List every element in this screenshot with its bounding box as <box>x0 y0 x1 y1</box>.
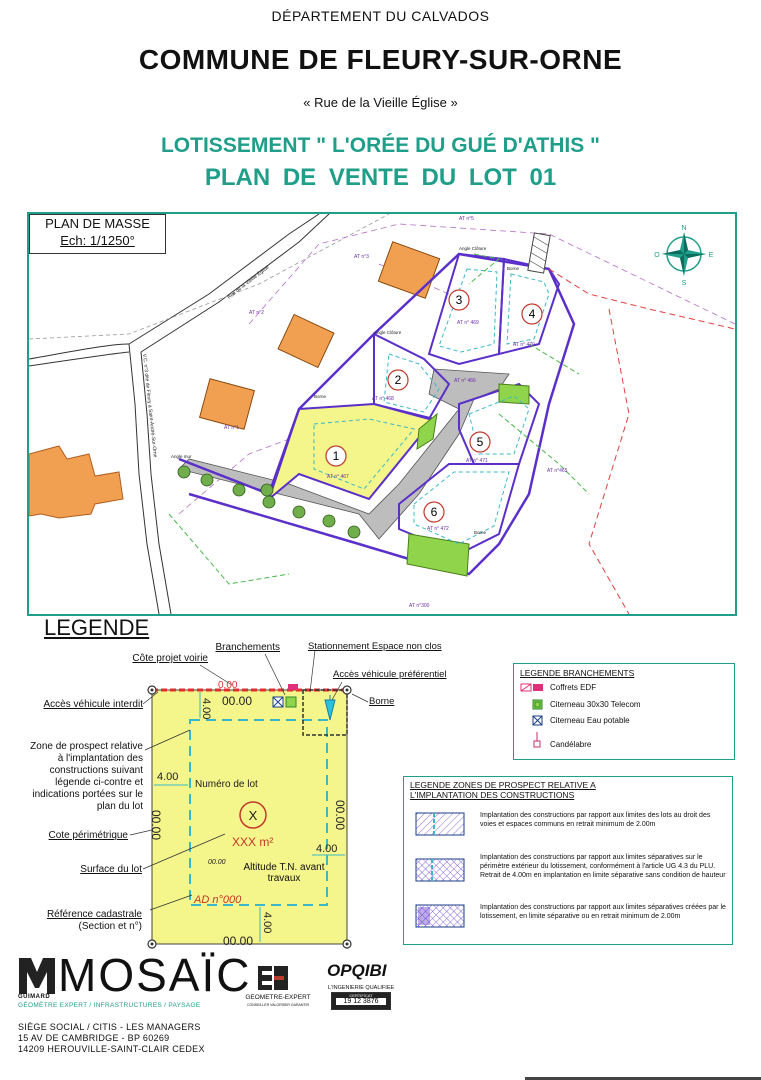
brand-tagline: GÉOMÈTRE EXPERT / INFRASTRUCTURES / PAYSAGE <box>18 1002 201 1009</box>
borne-label: Borne <box>369 696 395 707</box>
mosaic-logo-icon <box>17 954 57 996</box>
zone-item: Implantation des constructions par rapport aux limites séparatives créées par le lotissement, en limite séparative ou en retrait minimum de 2.00m <box>480 904 726 920</box>
parcel-label: AT n°5 <box>459 216 474 222</box>
street-name: « Rue de la Vieille Église » <box>303 95 458 110</box>
geometre-expert-logo-icon <box>258 966 288 990</box>
lot-ref: AT n° 469 <box>457 320 479 326</box>
dim-setback: 4.00 <box>316 843 338 855</box>
cote-perimetrique-label: Cote périmétrique <box>48 830 128 841</box>
compass-e: E <box>708 252 714 259</box>
numero-lot-label: Numéro de lot <box>195 779 258 790</box>
altitude-value: 00.00 <box>208 859 226 866</box>
brand-sub: GUIMARD <box>18 994 51 1000</box>
corner-label: Angle Clôture <box>374 330 402 335</box>
lot-ref: AT n° 467 <box>327 474 349 480</box>
zones-title: LEGENDE ZONES DE PROSPECT RELATIVE A L'IMPLANTATION DES CONSTRUCTIONS <box>410 780 596 800</box>
opqibi-num: 19 12 3876 <box>336 998 386 1005</box>
dim-left: 00.00 <box>149 810 163 841</box>
parcel-label: AT n°3 <box>354 254 369 260</box>
lot-number: 3 <box>455 293 463 307</box>
red-value: 0.00 <box>218 680 238 691</box>
site-plan-drawing <box>29 214 735 614</box>
branchements-symbols <box>514 664 734 759</box>
plan-title: PLAN DE VENTE DU LOT 01 <box>204 164 557 191</box>
cote-projet-label: Côte projet voirie <box>132 653 208 664</box>
branch-item: Candélabre <box>550 740 592 749</box>
corner-label: Angle mur <box>171 454 192 459</box>
plan-scale: Ech: 1/1250° <box>60 233 135 248</box>
zone-item: Implantation des constructions par rapport aux limites séparatives sur le périmètre extérieur du lotissement, conformément à l'article UG 4.3 du PLU. Retrait de 4.00m en implantation en limite séparative sans condition de hauteur <box>480 854 726 879</box>
branchements-legend <box>513 663 735 760</box>
department-title: DÉPARTEMENT DU CALVADOS <box>271 8 490 24</box>
parcel-label: AT n° 466 <box>454 378 476 384</box>
corner-label: Angle Clôture <box>459 246 487 251</box>
branchements-title: LEGENDE BRANCHEMENTS <box>520 668 635 678</box>
corner-label: Borne <box>507 266 520 271</box>
acces-pref-label: Accès véhicule préférentiel <box>333 669 447 680</box>
compass-o: O <box>654 252 660 259</box>
plan-de-masse <box>27 212 737 616</box>
legend-title: LEGENDE <box>44 615 150 640</box>
lotissement-title: LOTISSEMENT " L'ORÉE DU GUÉ D'ATHIS " <box>160 134 601 157</box>
lot-number: 5 <box>476 435 484 449</box>
lot-ref: AT n° 471 <box>466 458 488 464</box>
opqibi-logo: OPQIBI <box>327 961 387 980</box>
opqibi-sub: L'INGENIERIE QUALIFIEE <box>328 985 395 991</box>
address-line: 15 AV DE CAMBRIDGE - BP 60269 <box>18 1033 170 1043</box>
parcel-label: AT n°465 <box>547 468 568 474</box>
altitude-label: Altitude T.N. avant travaux <box>243 862 325 884</box>
surface-lot-label: Surface du lot <box>80 864 142 875</box>
acces-interdit-label: Accès véhicule interdit <box>43 699 143 710</box>
brand-name: MOSAÏC <box>58 949 252 1001</box>
branch-item: Citerneau 30x30 Telecom <box>550 700 641 709</box>
ge-sub: CONSEILLER VALORISER GARANTIR <box>247 1003 309 1007</box>
branch-item: Coffrets EDF <box>550 683 597 692</box>
compass-s: S <box>681 280 687 287</box>
zone-prospect-label: Zone de prospect relative à l'implantation des constructions suivant légende ci-contre et indications portées sur le plan du lot <box>30 741 143 812</box>
address-line: SIÈGE SOCIAL / CITIS - LES MANAGERS <box>18 1022 201 1032</box>
parcel-label: AT n°1 <box>224 425 239 431</box>
compass-rose-icon <box>654 225 713 287</box>
branchements-label: Branchements <box>215 642 280 653</box>
road-label: Rue de la Vieille Église <box>226 264 271 301</box>
lot-ref: AT n° 472 <box>427 526 449 532</box>
surface-value: XXX m² <box>232 835 274 849</box>
house-roof <box>278 314 334 367</box>
lot-marker: X <box>248 808 258 823</box>
dim-top: 00.00 <box>222 694 253 708</box>
corner-label: Borne <box>474 530 487 535</box>
lot-number: 4 <box>528 307 536 321</box>
dim-setback: 4.00 <box>157 771 179 783</box>
lot-number: 6 <box>430 505 438 519</box>
opqibi-cert-badge <box>331 992 391 1010</box>
plan-caption-title: PLAN DE MASSE <box>45 216 150 231</box>
zones-prospect-legend <box>403 776 733 945</box>
dim-right: 00.00 <box>333 800 347 831</box>
compass-n: N <box>681 225 687 232</box>
opqibi-cert: CERTIFICAT <box>349 993 373 998</box>
ge-label: GEOMETRE-EXPERT <box>245 994 311 1001</box>
road-label: V.C. n°3 dite de Fleury à Saint-André-Sur-Orne <box>141 353 158 458</box>
dim-bottom: 00.00 <box>223 934 254 948</box>
lot-number: 1 <box>332 449 340 463</box>
stationnement-label: Stationnement Espace non clos <box>308 641 442 652</box>
lot-number: 2 <box>394 373 402 387</box>
dim-setback: 4.00 <box>200 698 212 720</box>
address-line: 14209 HEROUVILLE-SAINT-CLAIR CEDEX <box>18 1044 205 1054</box>
house-roof <box>200 379 255 430</box>
parcel-label: AT n°2 <box>249 310 264 316</box>
dim-setback: 4.00 <box>261 912 273 934</box>
commune-title: COMMUNE DE FLEURY-SUR-ORNE <box>138 44 623 75</box>
address-block <box>18 1022 205 1055</box>
cadastre-value: AD n°000 <box>194 894 242 906</box>
branch-item: Citerneau Eau potable <box>550 716 630 725</box>
house-roof <box>378 242 439 299</box>
lot-ref: AT n° 470 <box>513 342 535 348</box>
reference-sub-label: (Section et n°) <box>78 921 142 932</box>
corner-label: Borne <box>314 394 327 399</box>
reference-label: Référence cadastrale <box>46 909 142 920</box>
lot-ref: AT n° 468 <box>372 396 394 402</box>
plan-caption <box>29 214 166 254</box>
parcel-label: AT n°300 <box>409 603 430 609</box>
zone-item: Implantation des constructions par rapport aux limites des lots au droit des voies et espaces communs en retrait minimum de 2.00m <box>480 812 711 828</box>
